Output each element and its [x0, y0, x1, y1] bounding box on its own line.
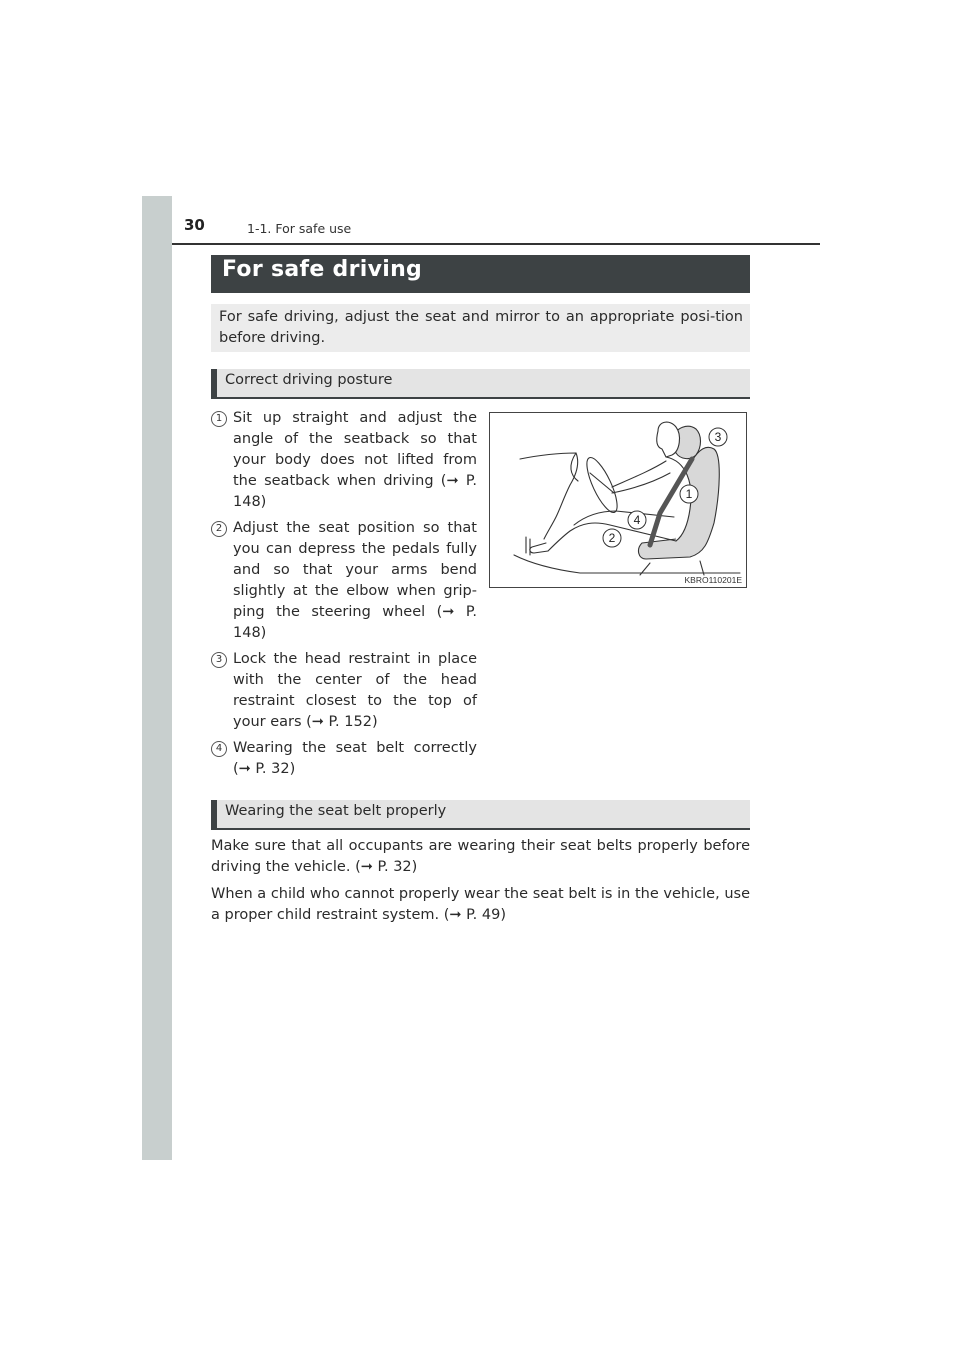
step-text: Wearing the seat belt correctly (➞ P. 32) [233, 740, 477, 777]
step-text: Adjust the seat position so that you can depress the pedals fully and so that your arms bend slightly at the elbow when grip-ping the steering wheel (➞ P. 148) [233, 520, 477, 641]
section-heading-posture [211, 369, 750, 399]
floor-line [514, 555, 740, 573]
driver-upper-arm [612, 461, 666, 487]
posture-steps [211, 408, 477, 785]
section-heading-seatbelt [211, 800, 750, 830]
header-rule [172, 243, 820, 245]
page-title-bar [211, 255, 750, 293]
callout-2-label: 2 [608, 531, 616, 545]
step-number-icon: 3 [211, 652, 227, 668]
callout-4-label: 4 [633, 513, 641, 527]
step-number-icon: 2 [211, 521, 227, 537]
seatbelt-paragraph-1: Make sure that all occupants are wearing their seat belts properly before driving the vehicle. (➞ P. 32) [211, 838, 750, 875]
callout-1-label: 1 [685, 487, 693, 501]
step-text: Lock the head restraint in place with the center of the head restraint closest to the top of your ears (➞ P. 152) [233, 651, 477, 730]
section-heading-posture-label: Correct driving posture [225, 372, 393, 388]
section-heading-seatbelt-label: Wearing the seat belt properly [225, 803, 447, 819]
figure-code: KBRO110201E [684, 575, 742, 585]
driver-illustration [490, 413, 746, 587]
page-title: For safe driving [222, 257, 423, 282]
step-item [211, 408, 477, 513]
dashboard-line [520, 453, 578, 481]
section-reference: 1-1. For safe use [247, 221, 352, 236]
driver-head [657, 422, 680, 457]
intro-text: For safe driving, adjust the seat and mirror to an appropriate posi-tion before driving. [219, 309, 743, 346]
step-item [211, 518, 477, 644]
step-number-icon: 4 [211, 741, 227, 757]
page-number: 30 [184, 216, 205, 234]
step-item [211, 649, 477, 733]
intro-box [211, 304, 750, 352]
step-item [211, 738, 477, 780]
callout-3-label: 3 [714, 430, 722, 444]
step-text: Sit up straight and adjust the angle of the seatback so that your body does not lifted from the seatback when driving (➞ P. 148) [233, 410, 477, 510]
driving-posture-figure [489, 412, 747, 588]
pedal-guide [526, 537, 530, 555]
dash-panel-line [544, 453, 578, 539]
side-strip [142, 196, 172, 1160]
step-number-icon: 1 [211, 411, 227, 427]
seatbelt-paragraph-2: When a child who cannot properly wear the seat belt is in the vehicle, use a proper child restraint system. (➞ P. 49) [211, 886, 750, 923]
driver-shoe [530, 543, 548, 553]
